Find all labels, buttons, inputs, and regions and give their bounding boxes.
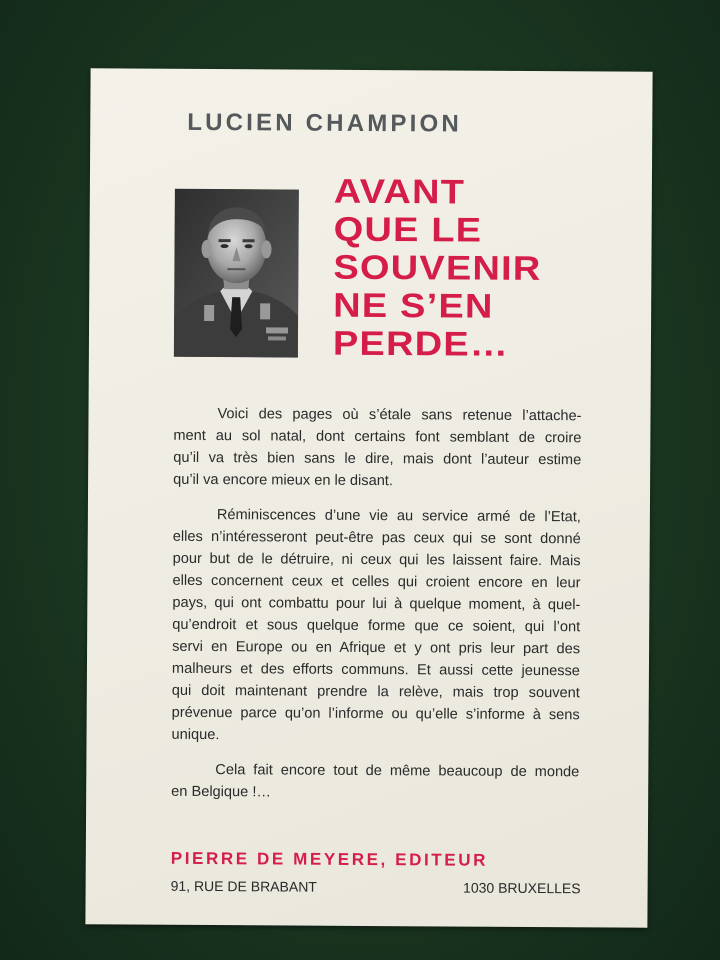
- blurb-line: pays, qui ont combattu pour lui à quelque moment, à quel-: [172, 594, 581, 614]
- blurb-line: en Belgique !…: [171, 783, 272, 801]
- author-portrait-photo: [174, 189, 299, 358]
- blurb-line: malheurs et des efforts communs. Et aussi cette jeunesse: [171, 660, 580, 680]
- blurb-line: Cela fait encore tout de même beaucoup de monde: [215, 762, 580, 781]
- author-name: LUCIEN CHAMPION: [187, 108, 463, 138]
- blurb-text: [171, 403, 582, 818]
- book-title: [332, 172, 634, 367]
- portrait-image: [174, 189, 299, 358]
- blurb-line: Réminiscences d’une vie au service armé de l’Etat,: [216, 507, 581, 526]
- blurb-line: prévenue parce qu’on l’informe ou qu’elle s’informe à sens: [171, 704, 580, 724]
- blurb-line: Voici des pages où s’étale sans retenue l’attache-: [217, 406, 582, 425]
- blurb-paragraph: [171, 504, 580, 748]
- address-city: 1030 BRUXELLES: [463, 879, 581, 897]
- blurb-paragraph: [173, 403, 582, 493]
- title-line: AVANT: [333, 172, 466, 212]
- blurb-line: ment au sol natal, dont certains font semblant de croire: [173, 427, 582, 447]
- blurb-line: qu’il va très bien sans le dire, mais dont l’auteur estime: [173, 449, 582, 469]
- title-line: PERDE…: [332, 324, 510, 364]
- blurb-line: servi en Europe ou en Afrique et y ont pris leur part des: [172, 638, 581, 658]
- title-line: QUE LE: [333, 210, 483, 250]
- blurb-line: qu’endroit et sous quelque forme que ce soient, qui l’ont: [172, 616, 581, 636]
- book-back-cover: [85, 68, 652, 927]
- title-line: SOUVENIR: [333, 248, 542, 289]
- title-line: NE S’EN: [333, 286, 494, 326]
- blurb-line: qu’il va encore mieux en le disant.: [173, 471, 393, 490]
- address-street: 91, RUE DE BRABANT: [170, 877, 317, 895]
- blurb-line: elles concernent ceux et celles qui croient encore en leur: [172, 572, 581, 592]
- blurb-line: elles n’intéresseront peut-être pas ceux qui se sont donné: [172, 528, 581, 548]
- blurb-paragraph: [171, 759, 579, 805]
- blurb-line: pour but de le détruire, ni ceux qui les laissent faire. Mais: [172, 550, 581, 570]
- publisher-name: PIERRE DE MEYERE, EDITEUR: [170, 848, 489, 870]
- publisher-address: [171, 878, 581, 897]
- blurb-line: qui doit maintenant prendre la relève, mais trop souvent: [171, 682, 580, 702]
- blurb-line: unique.: [171, 726, 220, 744]
